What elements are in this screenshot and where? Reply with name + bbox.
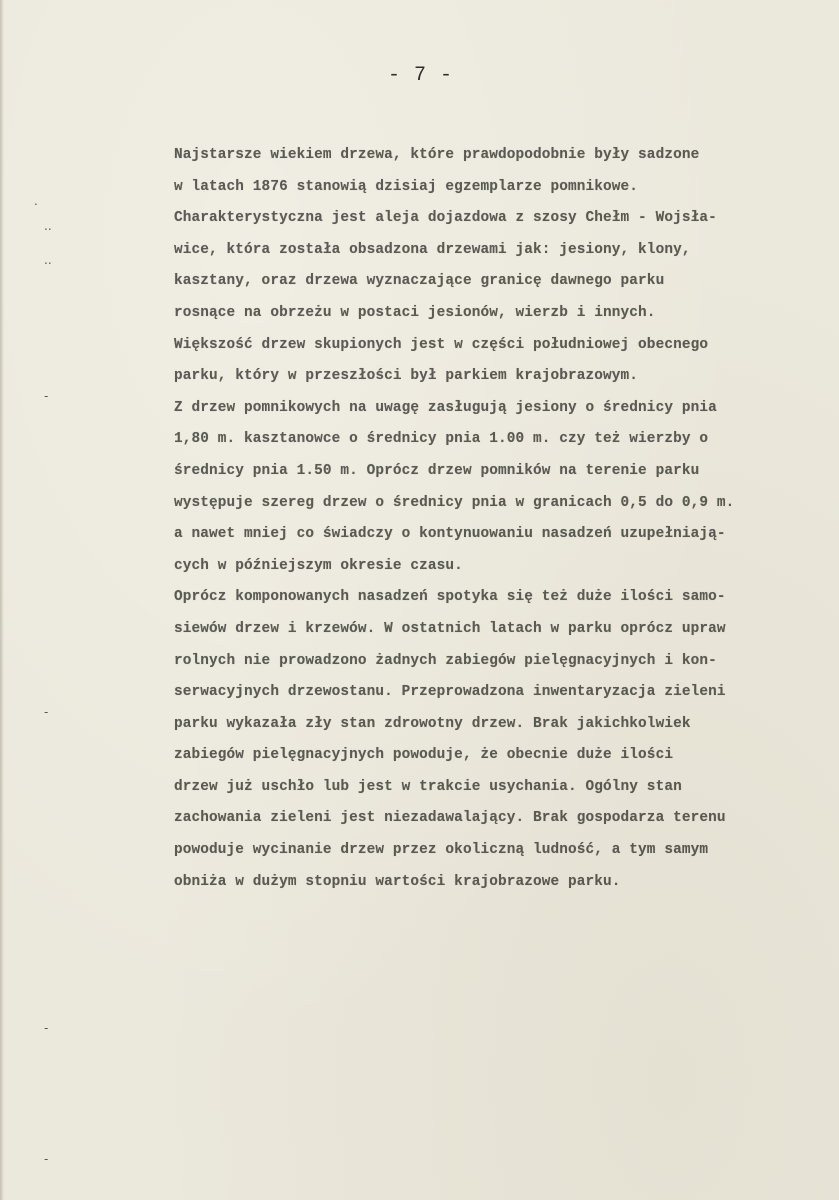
text-line: powoduje wycinanie drzew przez okoliczną ludność, a tym samym [174,842,709,859]
text-line: Z drzew pomnikowych na uwagę zasługują jesiony o średnicy pnia [174,399,717,416]
text-line: zachowania zieleni jest niezadawalający. Brak gospodarza terenu [174,810,726,827]
text-line: Oprócz komponowanych nasadzeń spotyka się też duże ilości samo- [174,589,726,606]
margin-mark: - [44,1021,49,1035]
text-line: występuje szereg drzew o średnicy pnia w granicach 0,5 do 0,9 m. [174,494,735,511]
text-line: Charakterystyczna jest aleja dojazdowa z szosy Chełm - Wojsła- [174,210,717,227]
text-line: wice, która została obsadzona drzewami jak: jesiony, klony, [174,241,691,258]
text-line: parku, który w przeszłości był parkiem krajobrazowym. [174,368,639,385]
text-line: zabiegów pielęgnacyjnych powoduje, że obecnie duże ilości [174,747,674,764]
page-edge-shadow [0,0,4,1200]
margin-mark: .. [44,219,52,233]
margin-mark: - [44,705,49,719]
text-line: obniża w dużym stopniu wartości krajobrazowe parku. [174,873,621,890]
text-line: średnicy pnia 1.50 m. Oprócz drzew pomników na terenie parku [174,462,700,479]
margin-mark: - [44,389,49,403]
text-line: w latach 1876 stanowią dzisiaj egzemplarze pomnikowe. [174,178,639,195]
margin-mark: - [44,1152,49,1166]
text-line: Najstarsze wiekiem drzewa, które prawdopodobnie były sadzone [174,147,700,163]
text-line: rosnące na obrzeżu w postaci jesionów, wierzb i innych. [174,304,656,321]
text-line: 1,80 m. kasztanowce o średnicy pnia 1.00 m. czy też wierzby o [174,431,709,448]
text-line: rolnych nie prowadzono żadnych zabiegów pielęgnacyjnych i kon- [174,652,717,669]
text-line: kasztany, oraz drzewa wyznaczające granicę dawnego parku [174,273,665,290]
text-line: serwacyjnych drzewostanu. Przeprowadzona inwentaryzacja zieleni [174,684,726,701]
page-number: - 7 - [388,64,454,87]
margin-mark: .. [44,253,52,267]
text-line: drzew już uschło lub jest w trakcie usychania. Ogólny stan [174,778,682,795]
text-line: parku wykazała zły stan zdrowotny drzew. Brak jakichkolwiek [174,715,691,732]
typed-body-text [174,140,834,898]
text-line: a nawet mniej co świadczy o kontynuowaniu nasadzeń uzupełniają- [174,526,726,543]
margin-mark: . [34,194,38,208]
text-line: siewów drzew i krzewów. W ostatnich latach w parku oprócz upraw [174,620,726,637]
text-line: Większość drzew skupionych jest w części południowej obecnego [174,336,709,353]
text-line: cych w późniejszym okresie czasu. [174,557,463,574]
